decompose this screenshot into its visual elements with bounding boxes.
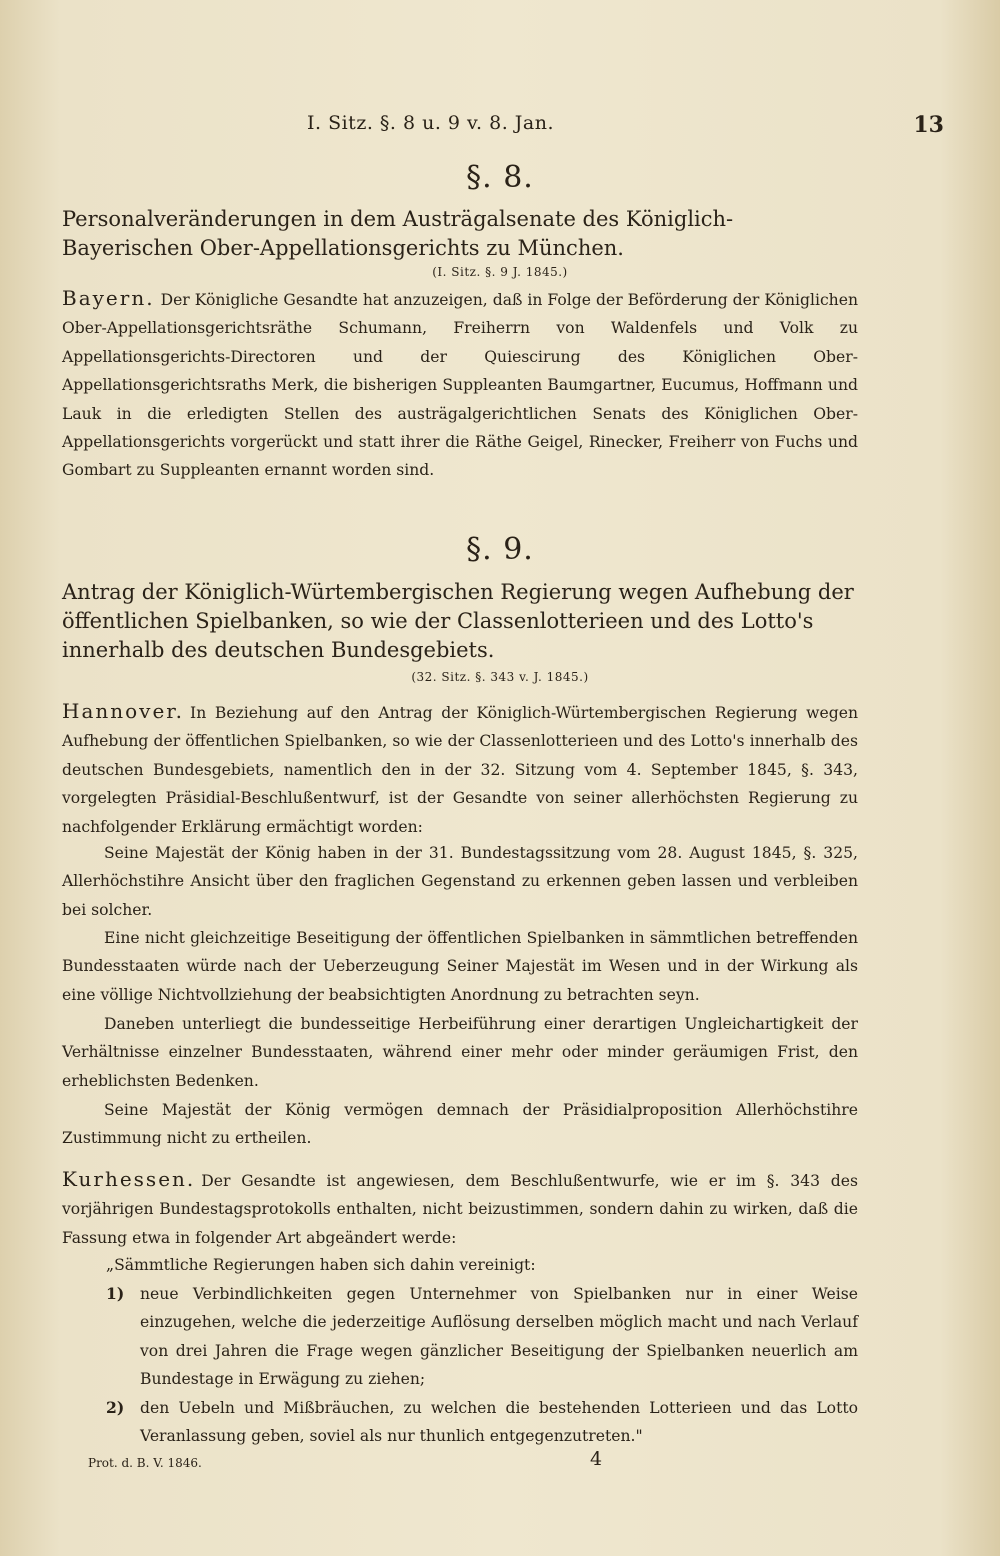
footer-sheet-number: 4	[590, 1448, 603, 1470]
section-8-reference: (I. Sitz. §. 9 J. 1845.)	[432, 265, 568, 279]
paragraph-text: In Beziehung auf den Antrag der Königlich-Würtembergischen Regierung wegen Aufhebung der öffentlichen Spielbanken, so wie der Classenlotterieen und des Lotto's innerhalb des deutschen Bundesgebiets, namentlich den in der 32. Sitzung vom 4. September 1845, §. 343, vorgelegten Präsidial-Beschlußentwurf, ist der Gesandte von seiner allerhöchsten Regierung zu nachfolgender Erklärung ermächtigt worden:	[62, 704, 858, 836]
paragraph-kurhessen	[62, 1165, 858, 1252]
list-item-number: 1)	[106, 1284, 125, 1303]
list-item	[106, 1280, 858, 1394]
section-8-number: §. 8.	[466, 160, 534, 195]
section-9-number: §. 9.	[466, 532, 534, 567]
paragraph-text: Der Königliche Gesandte hat anzuzeigen, daß in Folge der Beförderung der Königlichen Ober-Appellationsgerichtsräthe Schumann, Freiherrn von Waldenfels und Volk zu Appellationsgerichts-Directoren und der Quiescirung des Königlichen Ober-Appellationsgerichtsraths Merk, die bisherigen Suppleanten Baumgartner, Eucumus, Hoffmann und Lauk in die erledigten Stellen des austrägalgerichtlichen Senats des Königlichen Ober-Appellationsgerichts vorgerückt und statt ihrer die Räthe Geigel, Rinecker, Freiherr von Fuchs und Gombart zu Suppleanten ernannt worden sind.	[62, 291, 858, 480]
paragraph-hannover	[62, 697, 858, 841]
paragraph-text: Der Gesandte ist angewiesen, dem Beschlußentwurfe, wie er im §. 343 des vorjährigen Bundestagsprotokolls enthalten, nicht beizustimmen, sondern dahin zu wirken, daß die Fassung etwa in folgender Art abgeändert werde:	[62, 1172, 858, 1247]
paragraph-4: Daneben unterliegt die bundesseitige Herbeiführung einer derartigen Ungleichartigkeit der Verhältnisse einzelner Bundesstaaten, während einer mehr oder minder geräumigen Frist, den erheblichsten Bedenken.	[62, 1015, 858, 1090]
paragraph-lead: Kurhessen.	[62, 1167, 196, 1191]
paragraph-3: Eine nicht gleichzeitige Beseitigung der öffentlichen Spielbanken in sämmtlichen betreffenden Bundesstaaten würde nach der Ueberzeugung Seiner Majestät im Wesen und in der Wirkung als eine völlige Nichtvollziehung der beabsichtigten Anordnung zu betrachten seyn.	[62, 929, 858, 1004]
list-item	[106, 1394, 858, 1451]
footer-signature: Prot. d. B. V. 1846.	[88, 1456, 202, 1470]
page-header	[62, 112, 944, 146]
paragraph-lead: Hannover.	[62, 699, 185, 723]
section-8-paragraph	[62, 284, 858, 485]
paragraph-lead: Bayern.	[62, 286, 155, 310]
paragraph-quote-intro: „Sämmtliche Regierungen haben sich dahin vereinigt:	[106, 1256, 536, 1274]
section-9-title: Antrag der Königlich-Würtembergischen Regierung wegen Aufhebung der öffentlichen Spielbanken, so wie der Classenlotterieen und des Lotto's innerhalb des deutschen Bundesgebiets.	[62, 580, 854, 662]
list-item-text: neue Verbindlichkeiten gegen Unternehmer von Spielbanken nur in einer Weise einzugehen, welche die jederzeitige Auflösung derselben möglich macht und nach Verlauf von drei Jahren die Frage wegen gänzlicher Beseitigung der Spielbanken neuerlich am Bundestage in Erwägung zu ziehen;	[140, 1285, 858, 1389]
section-8-title: Personalveränderungen in dem Austrägalsenate des Königlich-Bayerischen Ober-Appellationsgerichts zu München.	[62, 207, 734, 260]
paragraph-5: Seine Majestät der König vermögen demnach der Präsidialproposition Allerhöchstihre Zustimmung nicht zu ertheilen.	[62, 1101, 858, 1148]
running-title: I. Sitz. §. 8 u. 9 v. 8. Jan.	[307, 112, 554, 134]
paragraph-2: Seine Majestät der König haben in der 31. Bundestagssitzung vom 28. August 1845, §. 325, Allerhöchstihre Ansicht über den fraglichen Gegenstand zu erkennen geben lassen und verbleiben bei solcher.	[62, 844, 858, 919]
page-number: 13	[913, 112, 944, 138]
list-item-number: 2)	[106, 1398, 125, 1417]
list-item-text: den Uebeln und Mißbräuchen, zu welchen die bestehenden Lotterieen und das Lotto Veranlassung geben, soviel als nur thunlich entgegenzutreten."	[140, 1399, 858, 1446]
section-9-reference: (32. Sitz. §. 343 v. J. 1845.)	[411, 670, 589, 684]
